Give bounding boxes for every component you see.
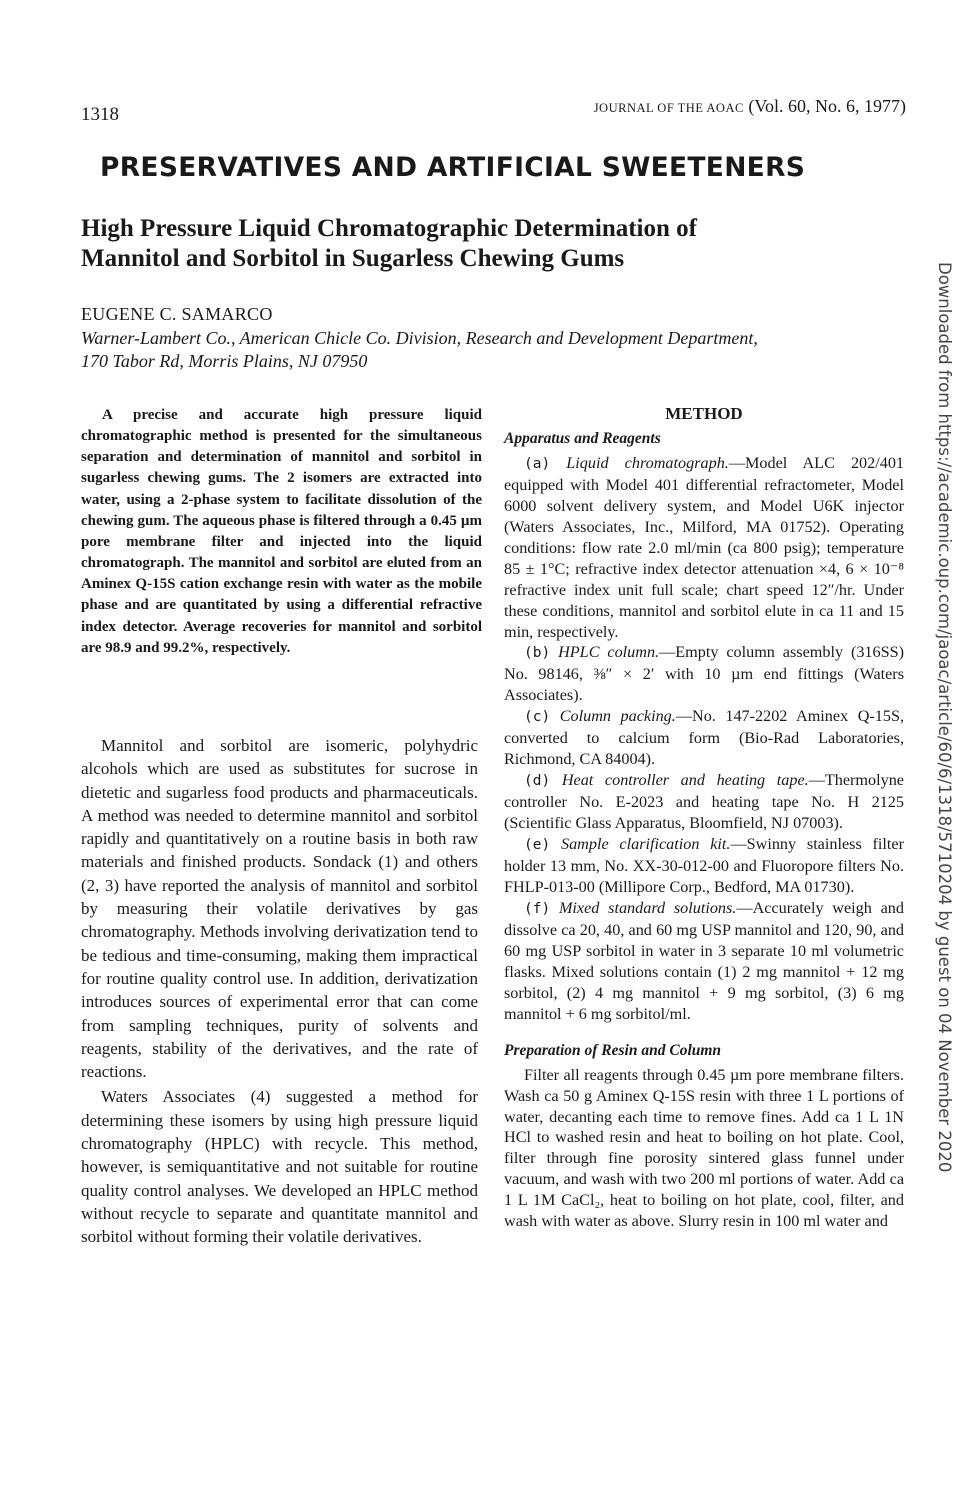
intro-paragraph: Mannitol and sorbitol are isomeric, polyhydric alcohols which are used as substitutes for sucrose in dietetic and sugarless food products and pharmaceuticals. A method was needed to determine mannitol and sorbitol rapidly and quantitatively on a routine basis in both raw materials and finished products. Sondack (1) and others (2, 3) have reported the analysis of mannitol and sorbitol by measuring their volatile derivatives by gas chromatography. Methods involving derivatization tend to be tedious and time-consuming, making them impractical for routine quality control use. In addition, derivatization introduces sources of experimental error that can come from sampling techniques, purity of solvents and reagents, stability of the derivatives, and the rate of reactions. <box>81 736 478 1082</box>
item-text: —Empty column assembly (316SS) No. 98146, ⅜″ × 2′ with 10 µm end fittings (Waters Associates). <box>504 643 905 705</box>
apparatus-heading: Apparatus and Reagents <box>504 429 661 447</box>
item-text: —Swinny stainless filter holder 13 mm, No. XX-30-012-00 and Fluoropore filters No. FHLP-013-00 (Millipore Corp., Bedford, MA 01730). <box>504 835 904 896</box>
item-text: —No. 147-2202 Aminex Q-15S, converted to calcium form (Bio-Rad Laboratories, Richmond, CA 84004). <box>504 707 905 769</box>
apparatus-item <box>504 453 904 643</box>
affiliation-line-2: 170 Tabor Rd, Morris Plains, NJ 07950 <box>81 351 368 371</box>
item-name: Liquid chromatograph. <box>566 453 729 472</box>
item-name: Mixed standard solutions. <box>558 898 737 917</box>
running-head <box>540 96 906 117</box>
item-label: (d) <box>524 773 551 790</box>
page-number: 1318 <box>81 104 119 125</box>
apparatus-item <box>504 834 904 898</box>
author-affiliation <box>81 327 881 373</box>
item-name: Heat controller and heating tape. <box>561 771 809 790</box>
download-watermark: Downloaded from https://academic.oup.com/jaoac/article/60/6/1318/5710204 by guest on 04 November 2020 <box>935 262 954 1173</box>
volume-info: (Vol. 60, No. 6, 1977) <box>748 96 906 116</box>
item-label: (f) <box>524 900 551 917</box>
resin-paragraph: Filter all reagents through 0.45 µm pore membrane filters. Wash ca 50 g Aminex Q-15S resin with three 1 L portions of water, decanting each time to remove fines. Add ca 1 L 1N HCl to washed resin and heat to boiling on hot plate. Cool, filter through fine porosity sintered glass funnel under vacuum, and wash with two 200 ml portions of water. Add ca 1 L 1M CaCl₂, heat to boiling on hot plate, cool, filter, and wash with water as above. Slurry resin in 100 ml water and <box>504 1065 904 1231</box>
journal-name: JOURNAL OF THE AOAC <box>593 101 744 115</box>
affiliation-line-1: Warner-Lambert Co., American Chicle Co. Division, Research and Development Department, <box>81 328 758 348</box>
apparatus-item <box>504 706 904 770</box>
spacer <box>504 1025 904 1041</box>
item-text: —Accurately weigh and dissolve ca 20, 40, and 60 mg USP mannitol and 120, 90, and 60 mg USP sorbitol in water in 3 separate 10 ml volumetric flasks. Mixed solutions contain (1) 2 mg mannitol + 12 mg sorbitol, (2) 4 mg mannitol + 9 mg sorbitol, (3) 6 mg mannitol + 6 mg sorbitol/ml. <box>504 898 904 1023</box>
intro-paragraph: Waters Associates (4) suggested a method for determining these isomers by using high pressure liquid chromatography (HPLC) with recycle. This method, however, is semiquantitative and not suitable for routine quality control analyses. We developed an HPLC method without recycle to separate and quantitate mannitol and sorbitol without forming their volatile derivatives. <box>81 1087 478 1247</box>
item-text: —Thermolyne controller No. E-2023 and heating tape No. H 2125 (Scientific Glass Apparatus, Bloomfield, NJ 07003). <box>504 771 904 833</box>
apparatus-item <box>504 642 904 706</box>
item-text: —Model ALC 202/401 equipped with Model 401 differential refractometer, Model 6000 solvent delivery system, and Model U6K injector (Waters Associates, Inc., Milford, MA 01752). Operating conditions: flow rate 2.0 ml/min (ca 800 psig); temperature 85 ± 1°C; refractive index detector attenuation ×4, 6 × 10⁻⁸ refractive index unit full scale; chart speed 12″/hr. Under these conditions, mannitol and sorbitol elute in ca 11 and 15 min, respectively. <box>504 453 905 641</box>
method-section <box>504 404 904 1232</box>
item-label: (a) <box>524 455 551 472</box>
abstract: A precise and accurate high pressure liquid chromatographic method is presented for the simultaneous separation and determination of mannitol and sorbitol in sugarless chewing gums. The 2 isomers are extracted into water, using a 2-phase system to facilitate dissolution of the chewing gum. The aqueous phase is filtered through a 0.45 µm pore membrane filter and injected into the liquid chromatograph. The mannitol and sorbitol are eluted from an Aminex Q-15S cation exchange resin with water as the mobile phase and are quantitated by using a differential refractive index detector. Average recoveries for mannitol and sorbitol are 98.9 and 99.2%, respectively. <box>81 407 482 656</box>
item-label: (b) <box>524 645 551 662</box>
introduction <box>81 734 478 1249</box>
resin-heading: Preparation of Resin and Column <box>504 1041 722 1059</box>
apparatus-item <box>504 898 904 1025</box>
section-heading: PRESERVATIVES AND ARTIFICIAL SWEETENERS <box>100 152 806 183</box>
item-name: Sample clarification kit. <box>560 835 731 854</box>
title-line-2: Mannitol and Sorbitol in Sugarless Chewing Gums <box>81 245 625 272</box>
author-name: EUGENE C. SAMARCO <box>81 304 273 324</box>
article-title <box>81 214 901 274</box>
item-label: (c) <box>524 709 551 726</box>
item-name: Column packing. <box>559 707 676 726</box>
title-line-1: High Pressure Liquid Chromatographic Determination of <box>81 215 697 242</box>
item-name: HPLC column. <box>558 643 660 662</box>
method-heading: METHOD <box>665 404 743 423</box>
item-label: (e) <box>524 837 551 854</box>
apparatus-item <box>504 770 904 834</box>
